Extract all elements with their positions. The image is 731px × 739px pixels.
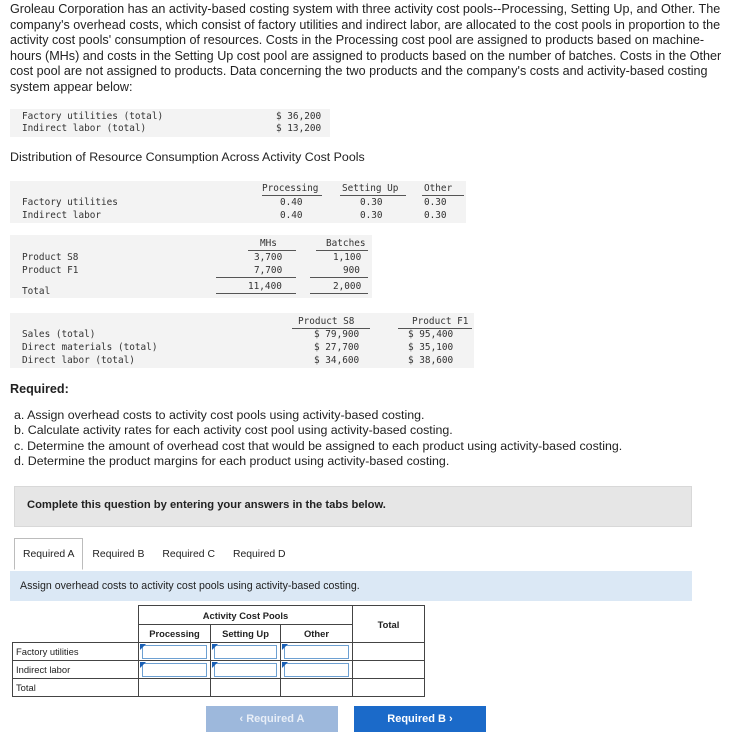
- activity-row-label: Product S8: [22, 252, 79, 263]
- required-item: c. Determine the amount of overhead cost that would be assigned to each product using activity-based costing.: [14, 438, 623, 453]
- required-list: [14, 408, 622, 470]
- dist-header: Setting Up: [342, 183, 399, 194]
- next-button[interactable]: [354, 706, 486, 732]
- required-item: d. Determine the product margins for each product using activity-based costing.: [14, 454, 450, 469]
- distribution-box: [10, 181, 466, 223]
- banner-text: Complete this question by entering your answers in the tabs below.: [27, 499, 386, 511]
- activity-box: [10, 235, 372, 298]
- activity-value: 3,700: [254, 252, 283, 263]
- total-header: Total: [353, 606, 425, 643]
- row-label-factory-utilities: Factory utilities: [13, 643, 139, 661]
- group-header: Activity Cost Pools: [139, 606, 353, 625]
- overhead-label: Factory utilities (total): [22, 111, 164, 122]
- col-header-processing: Processing: [139, 625, 211, 643]
- dist-value: 0.30: [424, 210, 447, 221]
- total-cell: [353, 661, 425, 679]
- input-cell[interactable]: [211, 661, 281, 679]
- tab-required-b[interactable]: Required B: [92, 548, 145, 560]
- activity-value: 900: [343, 265, 360, 276]
- products-box: [10, 313, 474, 368]
- dist-header: Other: [424, 183, 453, 194]
- prev-button[interactable]: [206, 706, 338, 732]
- product-row-label: Sales (total): [22, 329, 96, 340]
- dist-row-label: Factory utilities: [22, 197, 118, 208]
- activity-total-value: 11,400: [248, 281, 282, 292]
- product-row-label: Direct labor (total): [22, 355, 135, 366]
- total-cell: [353, 643, 425, 661]
- tab-instruction-bar: [10, 571, 692, 601]
- overhead-value: $ 13,200: [276, 123, 322, 134]
- overhead-value: $ 36,200: [276, 111, 322, 122]
- product-value: $ 35,100: [408, 342, 454, 353]
- tab-bar: [14, 538, 295, 570]
- answer-input[interactable]: [142, 663, 207, 677]
- activity-header: Batches: [326, 238, 366, 249]
- activity-value: 7,700: [254, 265, 283, 276]
- problem-intro: Groleau Corporation has an activity-based costing system with three activity cost pools--Processing, Setting Up, and Other. The company's overhead costs, which consist of factory utilities and indirect labor, are allocated to the cost pools in proportion to the activity cost pools' consumption of resources. Costs in the Processing cost pool are assigned to products based on machine-hours (MHs) and costs in the Setting Up cost pool are assigned to products based on the number of batches. Costs in the Other cost pool are not assigned to products. Data concerning the two products and the company's costs and activity-based costing system appear below:: [10, 2, 722, 94]
- tab-instruction: Assign overhead costs to activity cost pools using activity-based costing.: [20, 580, 360, 592]
- input-cell[interactable]: [281, 643, 353, 661]
- answer-input[interactable]: [142, 645, 207, 659]
- input-cell[interactable]: [139, 643, 211, 661]
- activity-header: MHs: [260, 238, 277, 249]
- answer-table: [12, 605, 425, 697]
- product-value: $ 27,700: [314, 342, 360, 353]
- total-cell: [281, 679, 353, 697]
- col-header-other: Other: [281, 625, 353, 643]
- required-item: a. Assign overhead costs to activity cost pools using activity-based costing.: [14, 408, 425, 422]
- product-value: $ 38,600: [408, 355, 454, 366]
- total-cell: [139, 679, 211, 697]
- answer-input[interactable]: [214, 645, 277, 659]
- total-cell: [353, 679, 425, 697]
- required-title: Required:: [10, 382, 69, 396]
- dist-value: 0.40: [280, 210, 303, 221]
- dist-value: 0.30: [360, 197, 383, 208]
- product-value: $ 34,600: [314, 355, 360, 366]
- chevron-right-icon: ›: [445, 713, 453, 725]
- activity-total-label: Total: [22, 286, 51, 297]
- required-item: b. Calculate activity rates for each activity cost pool using activity-based costing.: [14, 423, 453, 438]
- overhead-totals-box: [10, 109, 330, 137]
- product-header: Product S8: [298, 316, 355, 327]
- tab-required-d[interactable]: Required D: [232, 548, 286, 560]
- dist-value: 0.40: [280, 197, 303, 208]
- dist-value: 0.30: [360, 210, 383, 221]
- total-cell: [211, 679, 281, 697]
- activity-value: 1,100: [333, 252, 362, 263]
- overhead-label: Indirect labor (total): [22, 123, 147, 134]
- input-cell[interactable]: [139, 661, 211, 679]
- product-value: $ 79,900: [314, 329, 360, 340]
- answer-input[interactable]: [284, 663, 349, 677]
- row-label-indirect-labor: Indirect labor: [13, 661, 139, 679]
- dist-row-label: Indirect labor: [22, 210, 102, 221]
- tab-required-a[interactable]: Required A: [14, 538, 83, 570]
- answer-input[interactable]: [214, 663, 277, 677]
- product-value: $ 95,400: [408, 329, 454, 340]
- product-row-label: Direct materials (total): [22, 342, 158, 353]
- dist-header: Processing: [262, 183, 319, 194]
- answer-input[interactable]: [284, 645, 349, 659]
- input-cell[interactable]: [211, 643, 281, 661]
- col-header-setting-up: Setting Up: [211, 625, 281, 643]
- activity-total-value: 2,000: [333, 281, 362, 292]
- activity-row-label: Product F1: [22, 265, 79, 276]
- tab-required-c[interactable]: Required C: [162, 548, 215, 560]
- prev-label: Required A: [246, 713, 305, 725]
- distribution-title: Distribution of Resource Consumption Across Activity Cost Pools: [10, 150, 365, 164]
- dist-value: 0.30: [424, 197, 447, 208]
- next-label: Required B: [387, 713, 446, 725]
- instructions-banner: [14, 486, 692, 527]
- chevron-left-icon: ‹: [239, 713, 247, 725]
- input-cell[interactable]: [281, 661, 353, 679]
- row-label-total: Total: [13, 679, 139, 697]
- blank-corner: [13, 606, 139, 643]
- product-header: Product F1: [412, 316, 469, 327]
